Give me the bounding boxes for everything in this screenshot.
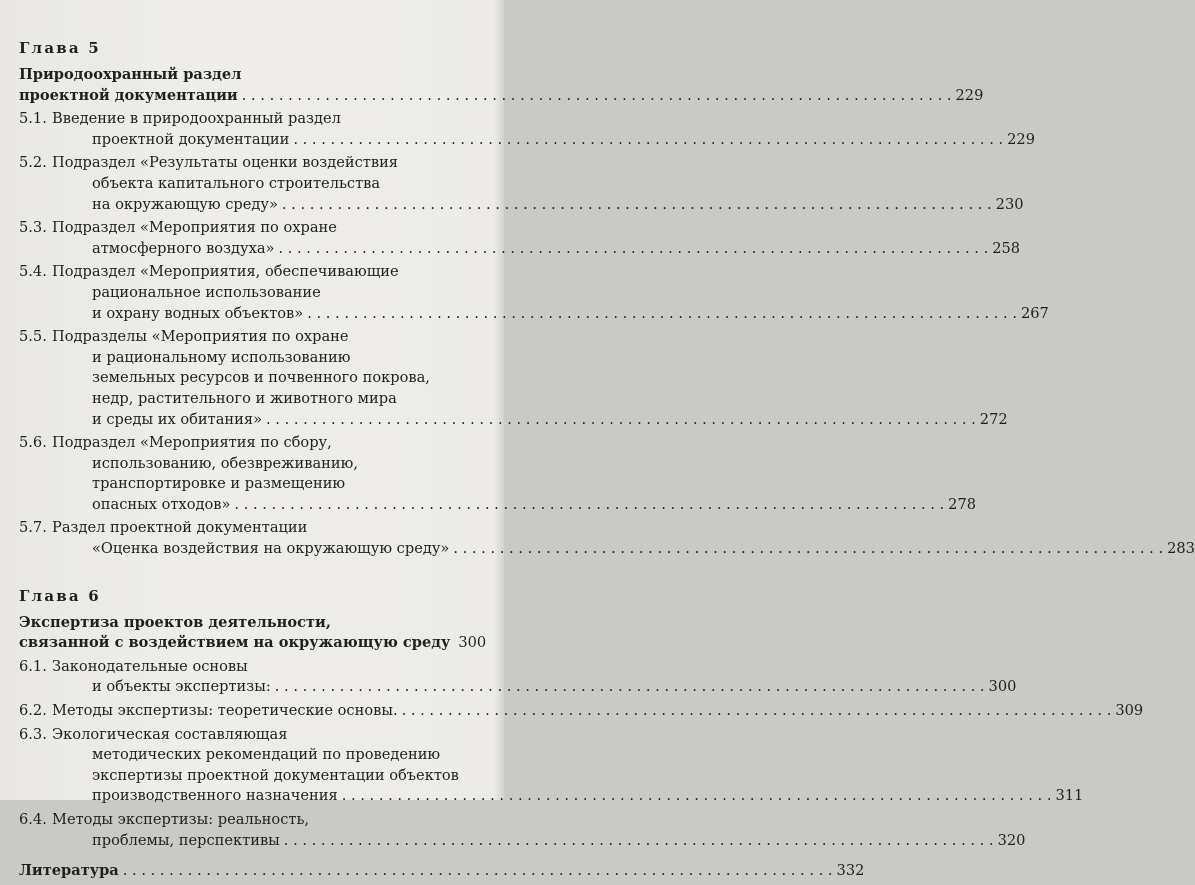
leader-dots <box>266 410 976 431</box>
section-number: 5.5. <box>19 328 47 346</box>
toc-entry-line: и охрану водных объектов» <box>92 304 304 322</box>
toc-entry-line: Введение в природоохранный раздел <box>52 110 341 128</box>
section-number: 6.3. <box>19 725 47 743</box>
leader-dots <box>282 195 992 216</box>
page-number: 332 <box>836 862 865 880</box>
toc-entry-line: опасных отходов» <box>92 495 231 513</box>
leader-dots <box>453 539 1163 560</box>
toc-entry-line: и среды их обитания» <box>92 410 263 428</box>
toc-entry-line: Подраздел «Мероприятия, обеспечивающие <box>52 263 399 281</box>
toc-entry <box>19 433 977 515</box>
toc-entry <box>19 65 984 106</box>
leader-dots <box>284 831 994 852</box>
leader-dots <box>307 304 1017 325</box>
toc-entry <box>19 810 1026 851</box>
toc-entry-line: производственного назначения <box>92 787 338 805</box>
toc-entry-line: Подраздел «Результаты оценки воздействия <box>52 154 399 172</box>
toc-entry <box>19 518 1195 559</box>
page-number: 300 <box>988 678 1017 696</box>
leader-dots <box>342 786 1052 807</box>
toc-entry-line: Экспертиза проектов деятельности, <box>19 613 331 631</box>
toc-entry-line: Подразделы «Мероприятия по охране <box>52 328 349 346</box>
toc-entry-line: связанной с воздействием на окружающую среду <box>19 634 451 652</box>
section-number: 6.1. <box>19 657 47 675</box>
page-number: 320 <box>997 831 1026 849</box>
section-number: 6.4. <box>19 811 47 828</box>
toc-entry-line: земельных ресурсов и почвенного покрова, <box>92 369 430 387</box>
section-number: 5.4. <box>19 263 47 281</box>
page-number: 311 <box>1055 787 1084 805</box>
toc-entry-line: Подраздел «Мероприятия по охране <box>52 219 337 237</box>
toc-entry-line: Методы экспертизы: реальность, <box>52 811 310 828</box>
toc-entry-line: Раздел проектной документации <box>52 519 308 537</box>
section-number: 5.6. <box>19 434 47 452</box>
section-number: 6.2. <box>19 702 47 720</box>
toc-entry <box>19 725 1084 807</box>
toc-entry <box>19 701 1144 722</box>
toc-entry-line: использованию, обезвреживанию, <box>92 454 358 472</box>
toc-entry <box>19 218 1021 259</box>
page-number: 300 <box>458 634 487 652</box>
leader-dots <box>234 495 944 516</box>
toc-entry-literature <box>19 861 865 882</box>
leader-dots <box>402 701 1112 722</box>
leader-dots <box>278 239 988 260</box>
toc-entry-line: проектной документации <box>19 86 238 104</box>
chapter-heading: Глава 5 <box>19 39 101 57</box>
toc-entry-line: проектной документации <box>92 130 290 148</box>
leader-dots <box>275 677 985 698</box>
page-number: 229 <box>1007 130 1035 148</box>
toc-entry <box>19 657 1017 698</box>
toc-entry-line: Подраздел «Мероприятия по сбору, <box>52 434 332 452</box>
toc-entry <box>19 327 1008 430</box>
toc-entry <box>19 153 1024 215</box>
leader-dots <box>293 130 1003 151</box>
toc-entry-line: недр, растительного и животного мира <box>92 389 397 407</box>
toc-entry <box>19 109 1035 150</box>
toc-entry-line: Экологическая составляющая <box>52 725 288 743</box>
chapter-heading: Глава 6 <box>19 586 101 605</box>
toc-entry-line: и рациональному использованию <box>92 348 351 366</box>
toc-entry <box>19 613 487 654</box>
toc-entry-line: на окружающую среду» <box>92 195 278 213</box>
page-number: 229 <box>955 86 984 104</box>
page-number: 272 <box>979 410 1008 428</box>
section-number: 5.3. <box>19 219 47 237</box>
table-of-contents <box>19 38 1195 885</box>
section-number: 5.2. <box>19 154 47 172</box>
toc-entry-line: Законодательные основы <box>52 657 248 675</box>
toc-entry-line: «Оценка воздействия на окружающую среду» <box>92 540 450 558</box>
section-number: 5.1. <box>19 110 47 128</box>
page-number: 230 <box>995 195 1024 213</box>
toc-entry-line: и объекты экспертизы: <box>92 678 271 696</box>
toc-entry-line: проблемы, перспективы <box>92 831 280 849</box>
toc-entry-line: Методы экспертизы: теоретические основы. <box>52 702 398 720</box>
section-number: 5.7. <box>19 519 47 537</box>
toc-entry-line: транспортировке и размещению <box>92 475 346 493</box>
page-number: 267 <box>1020 304 1049 322</box>
page-number: 283 <box>1167 540 1195 558</box>
page-number: 278 <box>948 495 977 513</box>
literature-label: Литература <box>19 862 119 880</box>
toc-entry-line: Природоохранный раздел <box>19 66 242 83</box>
leader-dots <box>242 86 952 107</box>
page-number: 309 <box>1115 702 1144 720</box>
toc-entry-line: экспертизы проектной документации объектов <box>92 766 459 784</box>
toc-entry <box>19 262 1049 324</box>
toc-entry-line: объекта капитального строительства <box>92 174 381 192</box>
toc-entry-line: атмосферного воздуха» <box>92 239 275 257</box>
toc-entry-line: рациональное использование <box>92 283 321 301</box>
leader-dots <box>123 861 833 882</box>
toc-entry-line: методических рекомендаций по проведению <box>92 746 441 764</box>
page-number: 258 <box>992 239 1021 257</box>
